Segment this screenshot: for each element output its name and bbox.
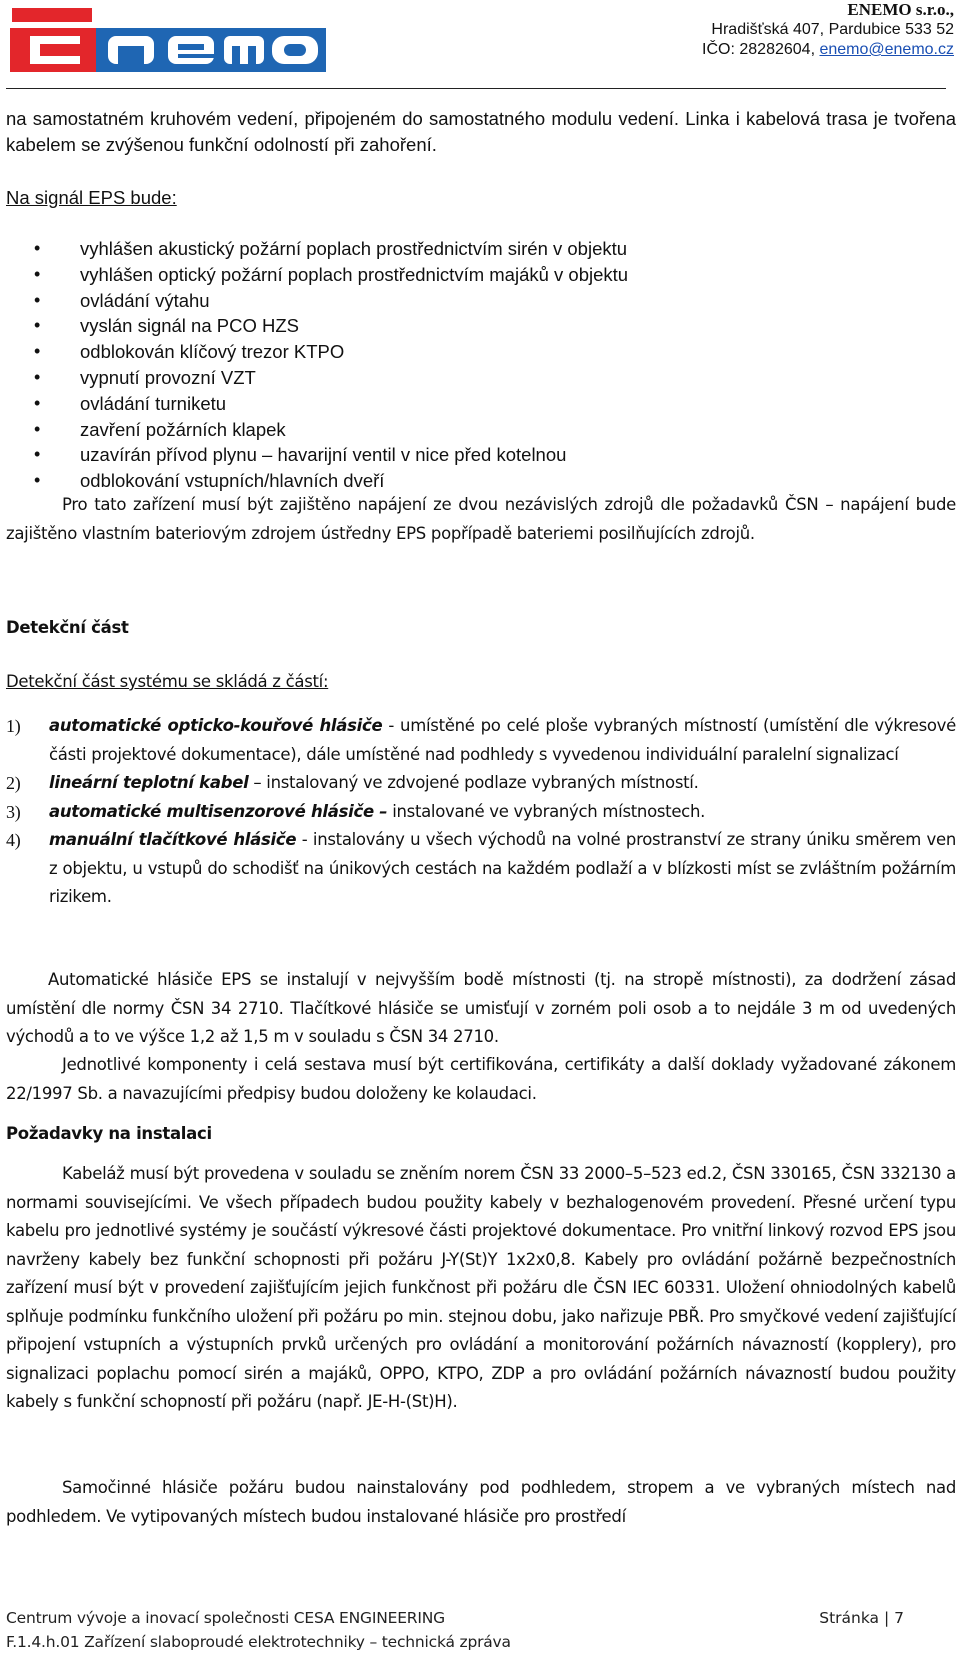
company-info [702, 0, 954, 60]
detector-term: automatické opticko-kouřové hlásiče [49, 716, 383, 735]
detector-term: manuální tlačítkové hlásiče [49, 830, 297, 849]
eps-signal-heading: Na signál EPS bude: [6, 187, 177, 208]
power-paragraph: Pro tato zařízení musí být zajištěno napájení ze dvou nezávislých zdrojů dle požadavků ČSN – napájení bude zajištěno vlastním bateriovým zdrojem ústředny EPS popřípadě bateriemi posilňujících zdrojů. [6, 495, 956, 543]
list-item: • odblokování vstupních/hlavních dveří [6, 468, 906, 494]
list-item: • vyslán signál na PCO HZS [6, 313, 906, 339]
footer-left [6, 1606, 511, 1654]
detector-description: - umístěné po celé ploše vybraných místností (umístění dle výkresové části projektové dokumentace), dále umístěné nad podhledy s vyvedenou individuální paralelní signalizací [49, 716, 956, 764]
eps-signal-list [6, 236, 906, 494]
list-item: • ovládání turniketu [6, 391, 906, 417]
list-item [6, 769, 956, 798]
detector-description: – instalovaný ve zdvojené podlaze vybraných místností. [248, 773, 699, 792]
detection-list [6, 712, 956, 912]
list-number: 4) [6, 830, 21, 850]
detection-subheading: Detekční část systému se skládá z částí: [6, 672, 329, 691]
company-ico-email [702, 40, 954, 60]
list-item: • ovládání výtahu [6, 288, 906, 314]
installation-paragraph-1: Kabeláž musí být provedena v souladu se zněním norem ČSN 33 2000–5–523 ed.2, ČSN 330165, ČSN 332130 a normami souvisejícími. Ve všech případech budou použity kabely v bezhalogenovém provedení. Přesné určení typu kabelu pro jednotlivé systémy je součástí výkresové části projektové dokumentace. Pro vnitřní linkový rozvod EPS jsou navrženy kabely bez funkční schopnosti při požáru J-Y(St)Y 1x2x0,8. Kabely pro ovládání požárně bezpečnostních zařízení musí být v provedení zajišťujícím jejich funkčnost při požáru dle ČSN IEC 60331. Uložení ohniodolných kabelů splňuje podmínku funkčního uložení při požáru po min. stejnou dobu, jako nařizuje PBŘ. Pro smyčkové vedení zajišťující připojení vstupních a výstupních prvků určených pro ovládání a monitorování požárních návazností (kopplery), pro signalizaci poplachu pomocí sirén a majáků, OPPO, KTPO, ZDP a pro ovládání požárních návazností budou použity kabely s funkční schopností při požáru (např. JE-H-(St)H). [6, 1164, 956, 1411]
list-item: • vypnutí provozní VZT [6, 365, 906, 391]
intro-paragraph: na samostatném kruhovém vedení, připojeném do samostatného modulu vedení. Linka i kabelová trasa je tvořena kabelem se zvýšenou funkční odolností při zahoření. [6, 108, 956, 155]
list-number: 2) [6, 773, 21, 793]
list-item: • zavření požárních klapek [6, 417, 906, 443]
list-item: • uzavírán přívod plynu – havarijní ventil v nice před kotelnou [6, 442, 906, 468]
list-item [6, 712, 956, 769]
list-item: • odblokován klíčový trezor KTPO [6, 339, 906, 365]
list-item: • vyhlášen akustický požární poplach prostřednictvím sirén v objektu [6, 236, 906, 262]
detector-description: - instalovány u všech východů na volné prostranství ze strany úniku směrem ven z objektu, u vstupů do schodišť na únikových cestách na každém podlaží a v blízkosti míst se zvláštním požárním rizikem. [49, 830, 956, 906]
detection-paragraph-2: Jednotlivé komponenty i celá sestava musí být certifikována, certifikáty a další doklady vyžadované zákonem 22/1997 Sb. a navazujícími předpisy budou doloženy ke kolaudaci. [6, 1055, 956, 1103]
company-address: Hradišťská 407, Pardubice 533 52 [711, 21, 954, 38]
list-item [6, 826, 956, 912]
installation-heading: Požadavky na instalaci [6, 1124, 212, 1143]
detection-heading: Detekční část [6, 618, 129, 637]
company-email-link[interactable]: enemo@enemo.cz [819, 41, 954, 58]
page-number: Stránka | 7 [819, 1609, 904, 1627]
footer-line-2: F.1.4.h.01 Zařízení slaboproudé elektrotechniky – technická zpráva [6, 1633, 511, 1651]
detector-description: instalované ve vybraných místnostech. [387, 801, 706, 821]
installation-paragraph-2: Samočinné hlásiče požáru budou nainstalovány pod podhledem, stropem a ve vybraných místech nad podhledem. Ve vytipovaných místech budou instalované hlásiče pro prostředí [6, 1478, 956, 1526]
detector-term: lineární teplotní kabel [49, 773, 249, 792]
list-item: • vyhlášen optický požární poplach prostřednictvím majáků v objektu [6, 262, 906, 288]
footer-line-1: Centrum vývoje a inovací společnosti CESA ENGINEERING [6, 1609, 445, 1627]
detection-paragraph-1: Automatické hlásiče EPS se instalují v nejvyšším bodě místnosti (tj. na stropě místnosti), za dodržení zásad umístění dle normy ČSN 34 2710. Tlačítkové hlásiče se umisťují v zorném poli osob a to nejdále 3 m od uvedených východů a to ve výšce 1,2 až 1,5 m v souladu s ČSN 34 2710. [6, 970, 956, 1046]
detector-term: automatické multisenzorové hlásiče – [49, 801, 388, 821]
header-divider [6, 88, 946, 89]
list-number: 1) [6, 716, 21, 736]
list-number: 3) [6, 801, 21, 822]
list-item [6, 798, 956, 827]
enemo-logo [10, 6, 328, 74]
company-name: ENEMO s.r.o., [847, 0, 954, 19]
company-ico: IČO: 28282604, [702, 41, 820, 58]
